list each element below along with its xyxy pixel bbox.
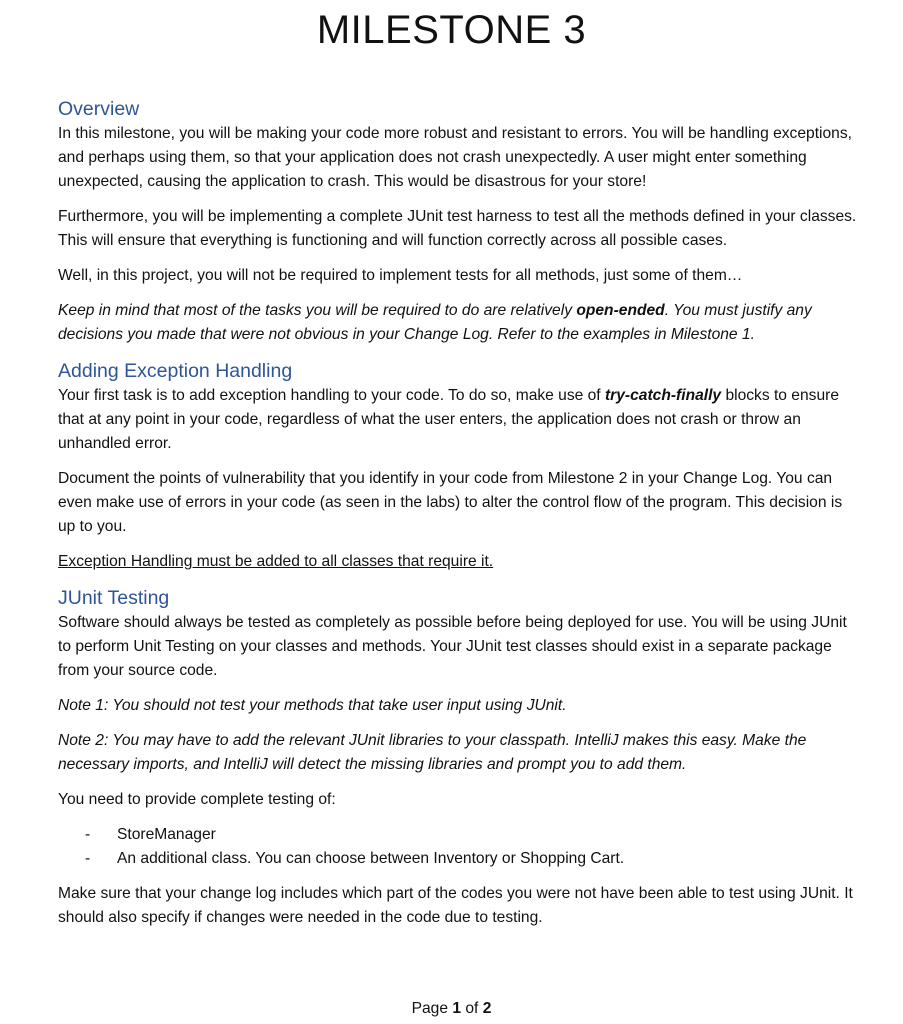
junit-section [58,585,858,930]
junit-note-2: Note 2: You may have to add the relevant JUnit libraries to your classpath. IntelliJ makes this easy. Make the necessary imports, and IntelliJ will detect the missing libraries and prompt you to add them. [58,732,807,773]
overview-section [58,96,858,347]
footer-middle: of [461,1000,483,1017]
overview-p4-bold: open-ended [576,302,665,319]
overview-paragraph-3: Well, in this project, you will not be required to implement tests for all methods, just some of them… [58,267,743,284]
junit-note-1: Note 1: You should not test your methods that take user input using JUnit. [58,697,567,714]
overview-paragraph-2: Furthermore, you will be implementing a complete JUnit test harness to test all the methods defined in your classes. This will ensure that everything is functioning and will function correctly across all possible cases. [58,208,857,249]
testing-list-item: - An additional class. You can choose between Inventory or Shopping Cart. [58,847,858,871]
footer-prefix: Page [411,1000,453,1017]
overview-p4-text-after: . You must justify any decisions you made that were not obvious in your Change Log. Refer to the examples in Milestone 1. [58,302,812,343]
exception-paragraph-1 [58,384,858,456]
junit-paragraph-2: You need to provide complete testing of: [58,791,336,808]
exception-paragraph-3: Exception Handling must be added to all classes that require it. [58,553,494,570]
exception-heading: Adding Exception Handling [58,360,293,382]
overview-heading: Overview [58,98,140,120]
exception-section [58,358,858,574]
testing-list-item: - StoreManager [58,823,858,847]
junit-paragraph-1: Software should always be tested as completely as possible before being deployed for use. You will be using JUnit to perform Unit Testing on your classes and methods. Your JUnit test classes should exist in a separate package from your source code. [58,614,847,679]
document-body [58,96,858,941]
testing-list [58,823,858,871]
junit-paragraph-3: Make sure that your change log includes which part of the codes you were not have been able to test using JUnit. It should also specify if changes were needed in the code due to testing. [58,885,853,926]
exception-p1-text-after: blocks to ensure that at any point in your code, regardless of what the user enters, the application does not crash or throw an unhandled error. [58,387,839,452]
footer-total-pages: 2 [482,1000,492,1017]
overview-paragraph-4 [58,299,858,347]
page-title: MILESTONE 3 [316,8,587,52]
exception-p1-text-before: Your first task is to add exception handling to your code. To do so, make use of [58,387,605,404]
overview-paragraph-1: In this milestone, you will be making your code more robust and resistant to errors. You will be handling exceptions, and perhaps using them, so that your application does not crash unexpectedly. A user might enter something unexpected, causing the application to crash. This would be disastrous for your store! [58,125,852,190]
overview-p4-text-before: Keep in mind that most of the tasks you will be required to do are relatively [58,302,577,319]
footer-current-page: 1 [452,1000,462,1017]
junit-heading: JUnit Testing [58,587,170,609]
page-footer [0,1000,903,1018]
exception-p1-bold: try-catch-finally [604,387,722,404]
exception-paragraph-2: Document the points of vulnerability that you identify in your code from Milestone 2 in your Change Log. You can even make use of errors in your code (as seen in the labs) to alter the control flow of the program. This decision is up to you. [58,470,843,535]
